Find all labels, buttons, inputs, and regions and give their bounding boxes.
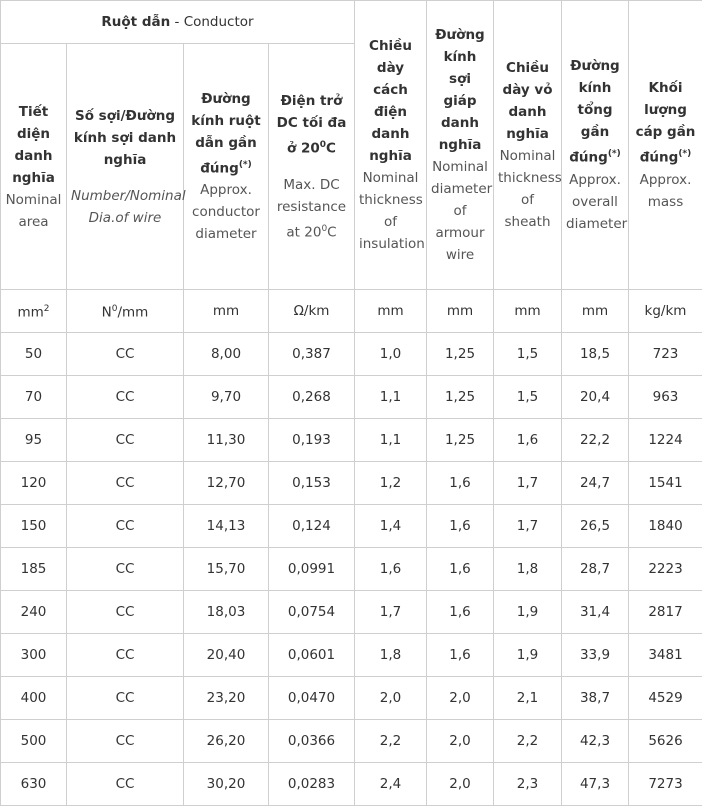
- cell-wire: CC: [67, 763, 184, 806]
- cell-overall: 31,4: [562, 591, 629, 634]
- cell-wire: CC: [67, 548, 184, 591]
- cell-insulation: 1,7: [355, 591, 427, 634]
- cell-insulation: 2,4: [355, 763, 427, 806]
- cell-area: 185: [1, 548, 67, 591]
- cell-area: 400: [1, 677, 67, 720]
- cell-armour: 2,0: [427, 763, 494, 806]
- table-row: [1, 462, 702, 505]
- col-armour-en: Nominal diameter of armour wire: [431, 159, 493, 263]
- unit-resistance: Ω/km: [269, 290, 355, 333]
- unit-insulation: mm: [355, 290, 427, 333]
- col-area-header: [1, 44, 67, 290]
- unit-area: $mm^2$: [1, 290, 67, 333]
- cell-mass: 7273: [629, 763, 702, 806]
- table-row: [1, 634, 702, 677]
- cell-overall: 47,3: [562, 763, 629, 806]
- cell-mass: 3481: [629, 634, 702, 677]
- cell-cond-dia: 18,03: [184, 591, 269, 634]
- col-insulation-header: [355, 1, 427, 290]
- col-wire-header: [67, 44, 184, 290]
- cell-resistance: 0,124: [269, 505, 355, 548]
- cell-overall: 20,4: [562, 376, 629, 419]
- cell-resistance: 0,387: [269, 333, 355, 376]
- cell-wire: CC: [67, 591, 184, 634]
- cell-insulation: 2,0: [355, 677, 427, 720]
- cell-cond-dia: 23,20: [184, 677, 269, 720]
- cell-sheath: 1,7: [494, 505, 562, 548]
- cell-cond-dia: 30,20: [184, 763, 269, 806]
- col-resistance-en: Max. DC resistance at 20: [276, 176, 347, 240]
- col-overall-mark: (*): [607, 149, 621, 160]
- cell-sheath: 1,9: [494, 591, 562, 634]
- conductor-en: - Conductor: [170, 14, 254, 30]
- cell-wire: CC: [67, 505, 184, 548]
- cell-area: 95: [1, 419, 67, 462]
- cell-wire: CC: [67, 462, 184, 505]
- cell-wire: CC: [67, 720, 184, 763]
- cell-overall: 28,7: [562, 548, 629, 591]
- cell-area: 300: [1, 634, 67, 677]
- cell-armour: 1,6: [427, 634, 494, 677]
- cell-overall: 26,5: [562, 505, 629, 548]
- col-mass-header: [629, 1, 702, 290]
- col-wire-en: Number/Nominal Dia.of wire: [71, 187, 186, 226]
- cell-wire: CC: [67, 419, 184, 462]
- cell-area: 150: [1, 505, 67, 548]
- table-row: [1, 763, 702, 806]
- cell-cond-dia: 12,70: [184, 462, 269, 505]
- cell-mass: 1840: [629, 505, 702, 548]
- col-cond-dia-en: Approx. conductor diameter: [192, 182, 260, 243]
- col-armour-header: [427, 1, 494, 290]
- col-resistance-vi-sup: 0: [319, 140, 327, 150]
- cell-mass: 4529: [629, 677, 702, 720]
- table-row: [1, 376, 702, 419]
- cell-mass: 1541: [629, 462, 702, 505]
- cell-insulation: 1,2: [355, 462, 427, 505]
- cell-sheath: 2,1: [494, 677, 562, 720]
- cell-overall: 33,9: [562, 634, 629, 677]
- cell-mass: 1224: [629, 419, 702, 462]
- cell-cond-dia: 14,13: [184, 505, 269, 548]
- col-armour-vi: Đường kính sợi giáp danh nghĩa: [435, 27, 485, 153]
- cell-insulation: 1,0: [355, 333, 427, 376]
- cell-area: 240: [1, 591, 67, 634]
- cell-armour: 2,0: [427, 677, 494, 720]
- cell-sheath: 2,3: [494, 763, 562, 806]
- cell-cond-dia: 11,30: [184, 419, 269, 462]
- cell-armour: 1,6: [427, 591, 494, 634]
- conductor-vi: Ruột dẫn: [101, 14, 171, 30]
- cell-wire: CC: [67, 333, 184, 376]
- col-overall-vi: Đường kính tổng gần đúng: [569, 58, 620, 166]
- cell-wire: CC: [67, 376, 184, 419]
- table-row: [1, 591, 702, 634]
- cell-overall: 38,7: [562, 677, 629, 720]
- col-sheath-en: Nominal thickness of sheath: [498, 148, 562, 230]
- col-overall-en: Approx. overall diameter: [566, 171, 628, 232]
- cell-sheath: 1,5: [494, 376, 562, 419]
- col-resistance-vi-tail: C: [326, 140, 336, 157]
- cell-area: 50: [1, 333, 67, 376]
- table-row: [1, 505, 702, 548]
- cell-mass: 2817: [629, 591, 702, 634]
- cell-wire: CC: [67, 634, 184, 677]
- col-mass-mark: (*): [678, 149, 692, 160]
- col-mass-en: Approx. mass: [639, 171, 692, 210]
- unit-wire: $N^0/mm$: [67, 290, 184, 333]
- unit-sheath: mm: [494, 290, 562, 333]
- units-row: [1, 290, 702, 333]
- unit-armour: mm: [427, 290, 494, 333]
- cell-insulation: 1,8: [355, 634, 427, 677]
- cell-mass: 723: [629, 333, 702, 376]
- cell-mass: 963: [629, 376, 702, 419]
- cell-insulation: 1,4: [355, 505, 427, 548]
- cell-armour: 1,25: [427, 333, 494, 376]
- col-sheath-header: [494, 1, 562, 290]
- cell-sheath: 1,6: [494, 419, 562, 462]
- cell-mass: 5626: [629, 720, 702, 763]
- cell-insulation: 1,6: [355, 548, 427, 591]
- cell-cond-dia: 9,70: [184, 376, 269, 419]
- cell-wire: CC: [67, 677, 184, 720]
- col-cond-dia-header: [184, 44, 269, 290]
- col-resistance-header: [269, 44, 355, 290]
- unit-cond-dia: mm: [184, 290, 269, 333]
- unit-mass: kg/km: [629, 290, 702, 333]
- cell-area: 70: [1, 376, 67, 419]
- cell-mass: 2223: [629, 548, 702, 591]
- cell-armour: 1,6: [427, 505, 494, 548]
- cell-armour: 2,0: [427, 720, 494, 763]
- col-mass-vi: Khối lượng cáp gần đúng: [635, 80, 696, 166]
- cell-area: 630: [1, 763, 67, 806]
- unit-overall: mm: [562, 290, 629, 333]
- col-resistance-en-tail: C: [327, 224, 337, 240]
- col-area-en: Nominal area: [5, 191, 62, 230]
- cell-cond-dia: 8,00: [184, 333, 269, 376]
- cell-sheath: 1,5: [494, 333, 562, 376]
- table-row: [1, 333, 702, 376]
- cell-sheath: 1,8: [494, 548, 562, 591]
- col-insulation-en: Nominal thickness of insulation: [359, 170, 425, 252]
- table-row: [1, 548, 702, 591]
- cell-cond-dia: 15,70: [184, 548, 269, 591]
- table-row: [1, 419, 702, 462]
- cell-resistance: 0,0754: [269, 591, 355, 634]
- col-overall-header: [562, 1, 629, 290]
- col-cond-dia-mark: (*): [238, 159, 252, 170]
- cell-sheath: 1,9: [494, 634, 562, 677]
- cell-resistance: 0,268: [269, 376, 355, 419]
- cell-cond-dia: 26,20: [184, 720, 269, 763]
- cell-overall: 24,7: [562, 462, 629, 505]
- col-resistance-vi: Điện trở DC tối đa ở 20: [276, 93, 347, 157]
- cell-insulation: 1,1: [355, 419, 427, 462]
- cell-armour: 1,6: [427, 462, 494, 505]
- table-row: [1, 677, 702, 720]
- cell-resistance: 0,0601: [269, 634, 355, 677]
- cell-insulation: 2,2: [355, 720, 427, 763]
- cell-sheath: 2,2: [494, 720, 562, 763]
- cell-overall: 42,3: [562, 720, 629, 763]
- col-resistance-en-sup: 0: [321, 223, 328, 234]
- conductor-group-header: [1, 1, 355, 44]
- table-row: [1, 720, 702, 763]
- cell-armour: 1,25: [427, 376, 494, 419]
- cell-cond-dia: 20,40: [184, 634, 269, 677]
- cell-armour: 1,25: [427, 419, 494, 462]
- cell-resistance: 0,0991: [269, 548, 355, 591]
- cell-resistance: 0,193: [269, 419, 355, 462]
- cell-resistance: 0,0283: [269, 763, 355, 806]
- cell-overall: 18,5: [562, 333, 629, 376]
- cell-area: 500: [1, 720, 67, 763]
- cell-resistance: 0,153: [269, 462, 355, 505]
- cell-overall: 22,2: [562, 419, 629, 462]
- col-area-vi: Tiết diện danh nghĩa: [12, 103, 55, 186]
- col-wire-vi: Số sợi/Đường kính sợi danh nghĩa: [73, 107, 177, 168]
- cell-insulation: 1,1: [355, 376, 427, 419]
- col-sheath-vi: Chiều dày vỏ danh nghĩa: [502, 60, 553, 142]
- cell-resistance: 0,0470: [269, 677, 355, 720]
- col-insulation-vi: Chiều dày cách điện danh nghĩa: [369, 38, 412, 164]
- col-cond-dia-vi: Đường kính ruột dẫn gần đúng: [191, 90, 261, 177]
- cell-sheath: 1,7: [494, 462, 562, 505]
- cell-armour: 1,6: [427, 548, 494, 591]
- cell-area: 120: [1, 462, 67, 505]
- cell-resistance: 0,0366: [269, 720, 355, 763]
